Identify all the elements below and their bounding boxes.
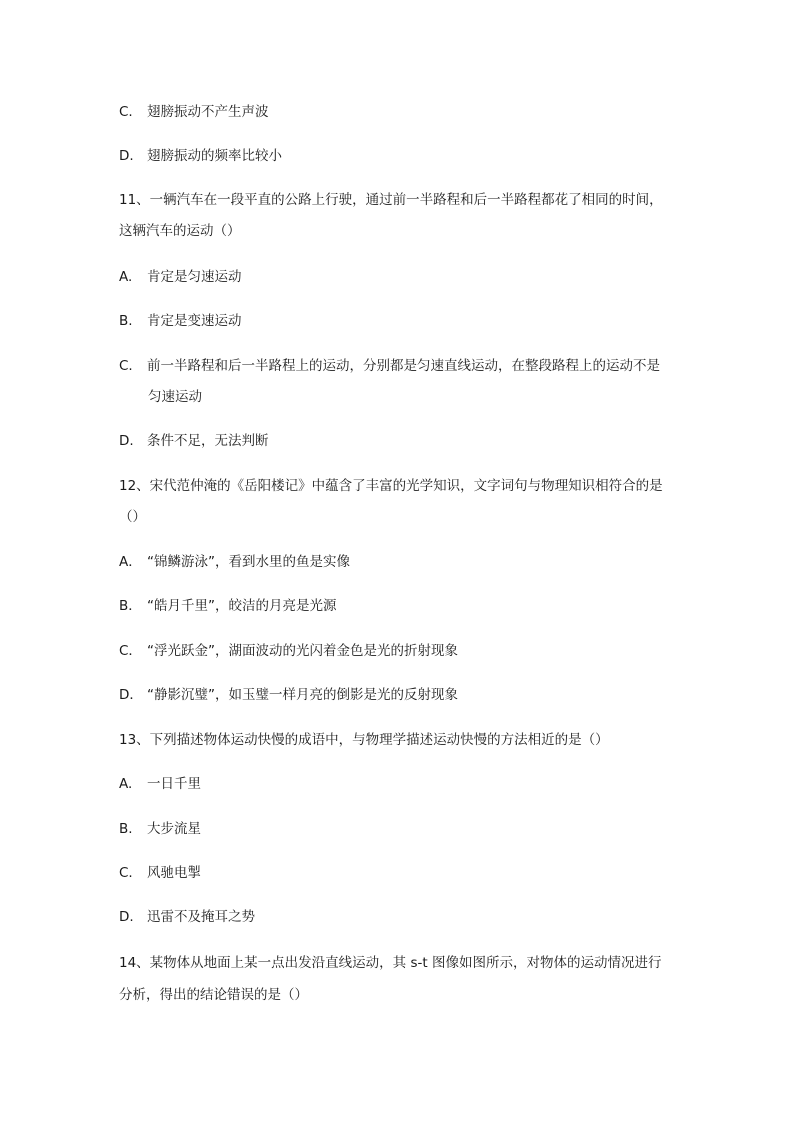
q11-option-b	[119, 312, 242, 330]
option-letter: C.	[119, 104, 133, 120]
q12-stem-line2: （）	[119, 509, 146, 525]
option-letter: A．	[119, 554, 142, 570]
q11-option-c	[119, 357, 660, 375]
q14-stem-line1: 14、某物体从地面上某一点出发沿直线运动，其 s-t 图像如图所示，对物体的运动情况进行	[119, 955, 662, 971]
q11-option-d	[119, 432, 269, 450]
option-letter: D.	[119, 148, 134, 164]
q10-option-c	[119, 103, 269, 121]
q13-option-d	[119, 908, 255, 926]
option-text: 风驰电掣	[147, 865, 201, 881]
q11-stem-line1: 11、一辆汽车在一段平直的公路上行驶，通过前一半路程和后一半路程都花了相同的时间，	[119, 192, 663, 208]
option-text: 肯定是匀速运动	[147, 269, 242, 285]
option-letter: D.	[119, 433, 134, 449]
q12-stem-line1: 12、宋代范仲淹的《岳阳楼记》中蕴含了丰富的光学知识，文字词句与物理知识相符合的是	[119, 478, 663, 494]
option-text: 前一半路程和后一半路程上的运动，分别都是匀速直线运动，在整段路程上的运动不是	[147, 358, 660, 374]
q13-stem-line1: 13、下列描述物体运动快慢的成语中，与物理学描述运动快慢的方法相近的是（）	[119, 732, 609, 748]
option-letter: C.	[119, 358, 133, 374]
option-text: 迅雷不及掩耳之势	[147, 909, 255, 925]
option-letter: A.	[119, 269, 133, 285]
option-text: “皓月千里”，皎洁的月亮是光源	[147, 598, 337, 614]
option-letter: B.	[119, 821, 133, 837]
option-letter: D.	[119, 909, 134, 925]
q14-stem-line2: 分析，得出的结论错误的是（）	[119, 987, 308, 1003]
option-text: “锦鳞游泳”，看到水里的鱼是实像	[147, 554, 350, 570]
option-text: 肯定是变速运动	[147, 313, 242, 329]
q11-option-c-continued: 匀速运动	[148, 389, 202, 405]
option-text: 翅膀振动的频率比较小	[147, 148, 282, 164]
option-text: 大步流星	[147, 821, 201, 837]
option-text: 一日千里	[147, 776, 201, 792]
q12-option-b	[119, 597, 337, 615]
option-letter: C．	[119, 643, 142, 659]
option-text: “静影沉璧”，如玉璧一样月亮的倒影是光的反射现象	[147, 687, 458, 703]
q13-option-a	[119, 775, 201, 793]
option-letter: B．	[119, 598, 142, 614]
option-text: “浮光跃金”，湖面波动的光闪着金色是光的折射现象	[147, 643, 458, 659]
option-letter: C.	[119, 865, 133, 881]
q11-option-a	[119, 268, 242, 286]
option-letter: D．	[119, 687, 143, 703]
q12-option-d	[119, 686, 458, 704]
q11-stem-line2: 这辆汽车的运动（）	[119, 223, 241, 239]
option-text: 条件不足，无法判断	[147, 433, 269, 449]
q13-option-c	[119, 864, 201, 882]
option-letter: B.	[119, 313, 133, 329]
option-letter: A.	[119, 776, 133, 792]
q12-option-a	[119, 553, 350, 571]
q12-option-c	[119, 642, 458, 660]
q13-option-b	[119, 820, 201, 838]
option-text: 翅膀振动不产生声波	[147, 104, 269, 120]
q10-option-d	[119, 147, 282, 165]
